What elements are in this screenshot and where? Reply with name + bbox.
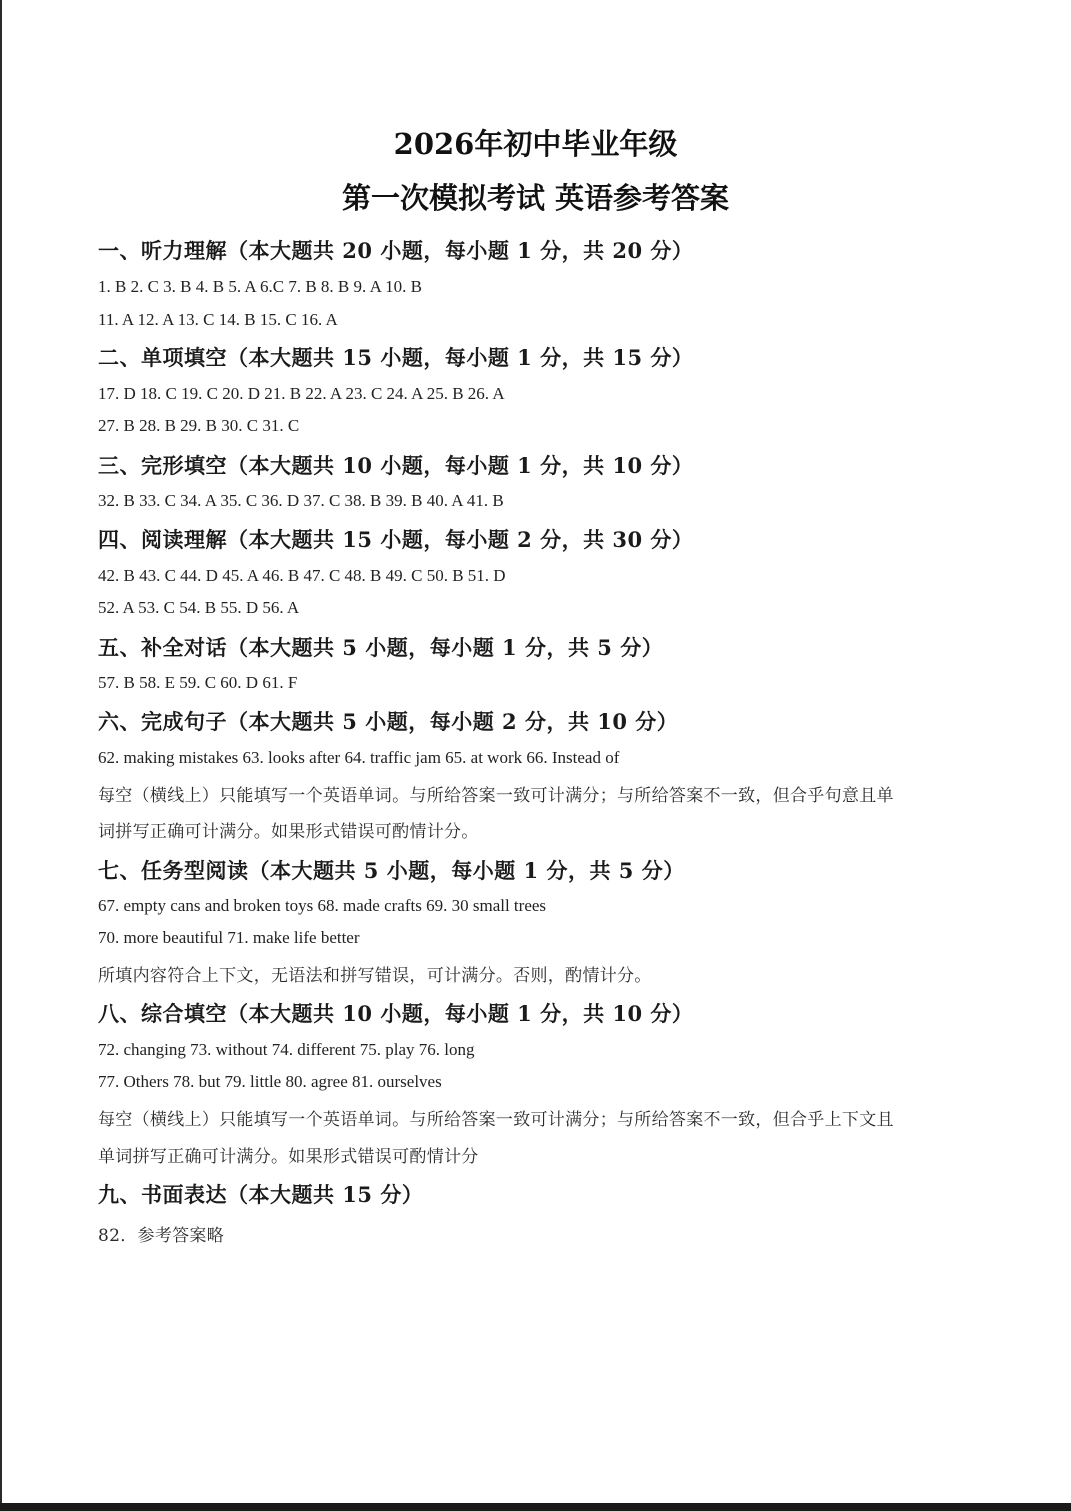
section-heading-single-choice: 二、单项填空（本大题共 15 小题，每小题 1 分，共 15 分） — [98, 345, 694, 370]
scan-left-edge — [0, 0, 2, 1511]
scoring-note: 每空（横线上）只能填写一个英语单词。与所给答案一致可计满分；与所给答案不一致，但合乎上下文且 — [98, 1110, 894, 1130]
section-heading-comprehensive-fill: 八、综合填空（本大题共 10 小题，每小题 1 分，共 10 分） — [98, 1001, 694, 1026]
answer-line: 70. more beautiful 71. make life better — [98, 928, 360, 947]
answer-line: 27. B 28. B 29. B 30. C 31. C — [98, 416, 300, 435]
section-heading-dialogue: 五、补全对话（本大题共 5 小题，每小题 1 分，共 5 分） — [98, 635, 664, 660]
answer-line: 72. changing 73. without 74. different 75. play 76. long — [98, 1040, 475, 1059]
scoring-note: 词拼写正确可计满分。如果形式错误可酌情计分。 — [98, 822, 479, 842]
page-subtitle: 第一次模拟考试 英语参考答案 — [341, 181, 730, 215]
answer-line: 67. empty cans and broken toys 68. made crafts 69. 30 small trees — [98, 896, 547, 915]
answer-line: 32. B 33. C 34. A 35. C 36. D 37. C 38. B 39. B 40. A 41. B — [98, 491, 504, 510]
scoring-note: 所填内容符合上下文，无语法和拼写错误，可计满分。否则，酌情计分。 — [98, 966, 652, 986]
answer-line: 62. making mistakes 63. looks after 64. traffic jam 65. at work 66. Instead of — [98, 748, 620, 767]
section-heading-reading: 四、阅读理解（本大题共 15 小题，每小题 2 分，共 30 分） — [98, 527, 694, 552]
answer-line: 52. A 53. C 54. B 55. D 56. A — [98, 598, 300, 617]
answer-line: 57. B 58. E 59. C 60. D 61. F — [98, 673, 298, 692]
scan-bottom-edge — [0, 1503, 1071, 1511]
section-heading-cloze: 三、完形填空（本大题共 10 小题，每小题 1 分，共 10 分） — [98, 453, 694, 478]
scoring-note: 单词拼写正确可计满分。如果形式错误可酌情计分 — [98, 1147, 479, 1167]
answer-line: 17. D 18. C 19. C 20. D 21. B 22. A 23. C 24. A 25. B 26. A — [98, 384, 505, 403]
answer-line: 1. B 2. C 3. B 4. B 5. A 6.C 7. B 8. B 9. A 10. B — [98, 277, 423, 296]
section-heading-task-reading: 七、任务型阅读（本大题共 5 小题，每小题 1 分，共 5 分） — [98, 858, 685, 883]
page-title: 2026年初中毕业年级 — [393, 127, 678, 161]
section-heading-writing: 九、书面表达（本大题共 15 分） — [98, 1182, 424, 1207]
section-heading-sentence-completion: 六、完成句子（本大题共 5 小题，每小题 2 分，共 10 分） — [98, 709, 679, 734]
answer-line: 77. Others 78. but 79. little 80. agree 81. ourselves — [98, 1072, 442, 1091]
answer-line: 11. A 12. A 13. C 14. B 15. C 16. A — [98, 310, 338, 329]
section-heading-listening: 一、听力理解（本大题共 20 小题，每小题 1 分，共 20 分） — [98, 238, 694, 263]
answer-line: 42. B 43. C 44. D 45. A 46. B 47. C 48. B 49. C 50. B 51. D — [98, 566, 506, 585]
scoring-note: 每空（横线上）只能填写一个英语单词。与所给答案一致可计满分；与所给答案不一致，但合乎句意且单 — [98, 786, 894, 806]
scoring-note: 82．参考答案略 — [98, 1226, 225, 1246]
